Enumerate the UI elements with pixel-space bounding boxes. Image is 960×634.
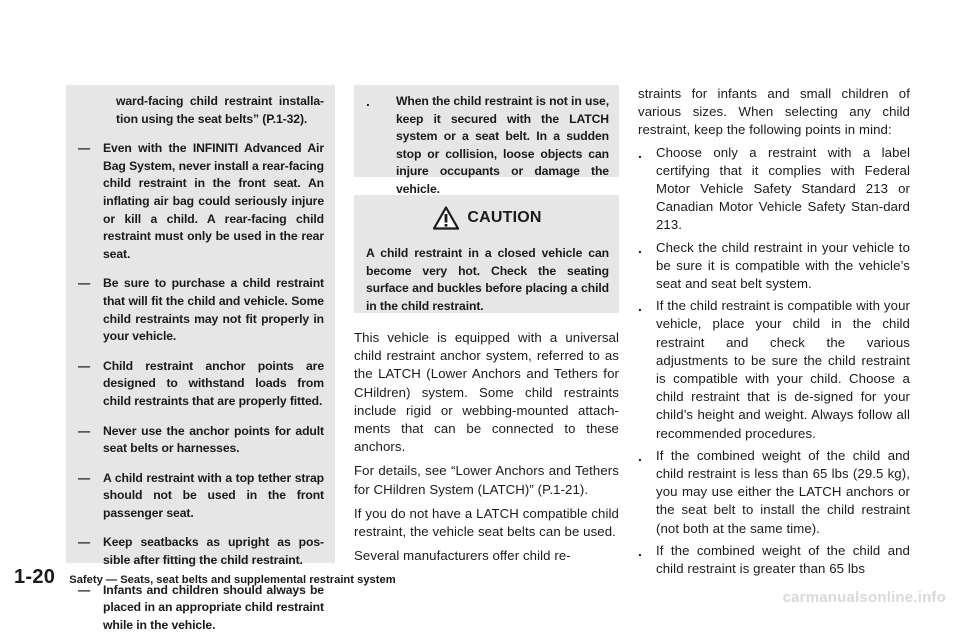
middle-column — [354, 85, 619, 571]
section-title: Safety — Seats, seat belts and supplemental restraint system — [69, 574, 396, 586]
body-paragraph: This vehicle is equipped with a universal child restraint anchor system, referred to as the LATCH (Lower Anchors and Tethers for CHildren) system. Some child restraints include rigid or webbing-mounted attach-ments that can be connected to these anchors. — [354, 330, 619, 455]
dash-marker: — — [78, 358, 91, 373]
right-column — [638, 85, 910, 582]
caution-triangle-icon — [433, 206, 459, 230]
bullet-marker: . — [638, 239, 642, 256]
warning-item — [78, 423, 324, 458]
list-item-text: If the combined weight of the child and child restraint is greater than 65 lbs — [656, 542, 910, 577]
warning-item — [78, 470, 324, 523]
warning-item-text: Even with the INFINITI Advanced Air Bag System, never install a rear-facing child restraint in the front seat. An inflating air bag could seriously injure or kill a child. A rear-facing child restraint must only be used in the rear seat. — [103, 141, 324, 261]
warning-item-text: Infants and children should always be placed in an appropriate child restraint while in the vehicle. — [103, 582, 324, 632]
warning-lead-text: ward-facing child restraint installa-tion using the seat belts” (P.1-32). — [116, 94, 324, 126]
caution-title: CAUTION — [467, 209, 542, 226]
list-item — [638, 144, 910, 235]
caution-box — [354, 195, 619, 313]
warning-item — [78, 140, 324, 263]
warning-item-text: Be sure to purchase a child restraint that will fit the child and vehicle. Some child restraints may not fit properly in your vehicle. — [103, 276, 324, 344]
latch-description — [354, 329, 619, 565]
page-number: 1-20 — [14, 566, 56, 588]
list-item-text: If the combined weight of the child and child restraint is less than 65 lbs (29.5 kg), you may use either the LATCH anchors or the seat belt to install the child restraint (not both at the same time). — [656, 447, 910, 536]
warning-bullet-box — [354, 85, 619, 196]
list-item-text: If the child restraint is compatible with your vehicle, place your child in the child restraint and check the various adjustments to be sure the child restraint is compatible with your child. Choose a child restraint that is de-signed for your child’s height and weight. Always follow all recommended procedures. — [656, 298, 910, 441]
bullet-marker: . — [638, 447, 642, 464]
list-item — [638, 239, 910, 294]
bullet-marker: . — [638, 298, 642, 315]
list-item-text: Choose only a restraint with a label certifying that it complies with Federal Motor Vehicle Safety Standard 213 or Canadian Motor Vehicle Safety Stan-dard 213. — [656, 144, 910, 233]
bullet-marker: . — [638, 542, 642, 559]
dash-marker: — — [78, 470, 91, 485]
body-paragraph: For details, see “Lower Anchors and Tethers for CHildren System (LATCH)” (P.1-21). — [354, 463, 619, 497]
intro-paragraph: straints for infants and small children of various sizes. When selecting any child restraint, keep the following points in mind: — [638, 86, 910, 138]
dash-marker: — — [78, 423, 91, 438]
list-item — [638, 297, 910, 443]
dash-marker: — — [78, 141, 91, 156]
warning-item-text: Keep seatbacks as upright as pos-sible after fitting the child restraint. — [103, 535, 324, 568]
body-paragraph: If you do not have a LATCH compatible child restraint, the vehicle seat belts can be used. — [354, 505, 619, 540]
warning-item — [78, 534, 324, 569]
dash-marker: — — [78, 535, 91, 550]
warning-item — [78, 358, 324, 411]
warning-bullet-text: When the child restraint is not in use, keep it secured with the LATCH system or a seat belt. In a sudden stop or collision, loose objects can injure occupants or damage the vehicle. — [396, 94, 609, 196]
caution-header — [366, 205, 609, 231]
bullet-marker: . — [366, 93, 370, 109]
warning-item-text: Child restraint anchor points are designed to withstand loads from child restraints that are properly fitted. — [103, 358, 324, 408]
warning-item-text: A child restraint with a top tether strap should not be used in the front passenger seat. — [103, 470, 324, 520]
warning-item — [78, 275, 324, 345]
list-item — [638, 447, 910, 538]
list-item — [638, 542, 910, 578]
list-item-text: Check the child restraint in your vehicle to be sure it is compatible with the vehicle’s seat and seat belt system. — [656, 239, 910, 292]
watermark-text: carmanualsonline.info — [782, 589, 946, 606]
warning-item-text: Never use the anchor points for adult seat belts or harnesses. — [103, 423, 324, 456]
caution-text: A child restraint in a closed vehicle can become very hot. Check the seating surface and buckles before placing a child in the child restraint. — [366, 246, 609, 313]
dash-marker: — — [78, 582, 91, 597]
body-paragraph: Several manufacturers offer child re- — [354, 548, 571, 564]
bullet-marker: . — [638, 144, 642, 161]
page-footer — [14, 566, 396, 590]
dash-marker: — — [78, 276, 91, 291]
